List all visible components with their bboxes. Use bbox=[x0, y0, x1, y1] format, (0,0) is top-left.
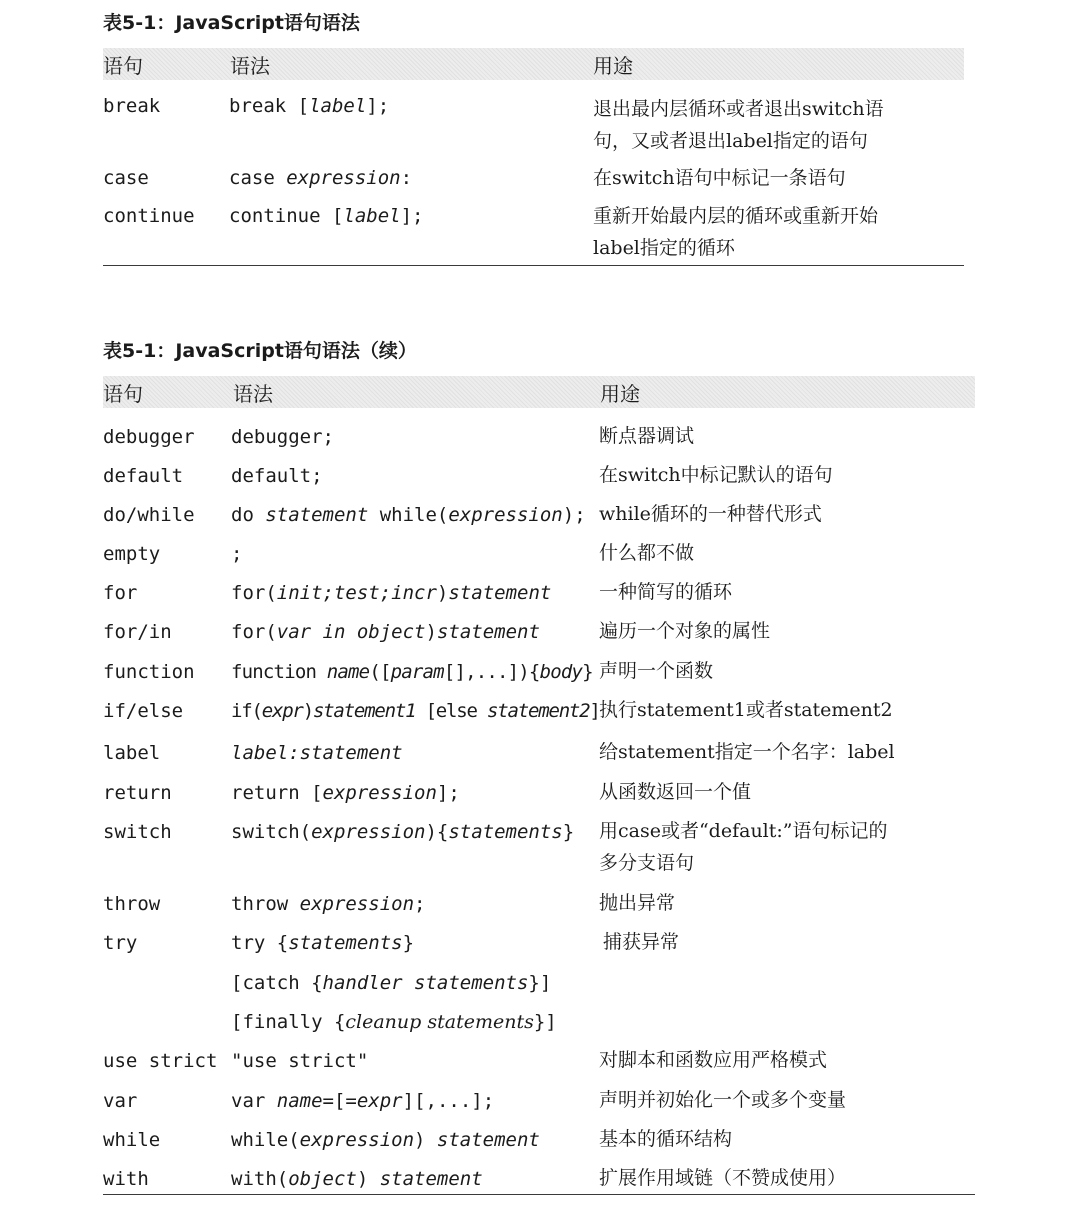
syntax-cell: default; bbox=[231, 465, 323, 487]
purpose-line: 在switch语句中标记一条语句 bbox=[593, 167, 846, 189]
table1-header-statement: 语句 bbox=[103, 54, 143, 78]
table1-caption: 表5-1：JavaScript语句语法 bbox=[103, 12, 360, 34]
syntax-cell: with(object) statement bbox=[231, 1168, 483, 1190]
purpose-line: 多分支语句 bbox=[599, 852, 695, 874]
table-row bbox=[0, 698, 1069, 728]
table-row bbox=[0, 93, 1069, 152]
table-row bbox=[0, 502, 1069, 532]
syntax-cell: debugger; bbox=[231, 426, 334, 448]
statement-cell: label bbox=[103, 742, 161, 764]
table-row bbox=[0, 1166, 1069, 1196]
syntax-cell: return [expression]; bbox=[231, 782, 460, 804]
table-row bbox=[0, 1127, 1069, 1157]
syntax-cell: case expression: bbox=[229, 167, 413, 189]
purpose-cell: 遍历一个对象的属性 bbox=[599, 620, 771, 642]
purpose-cell: 声明并初始化一个或多个变量 bbox=[599, 1089, 847, 1111]
syntax-cell: [catch {handler statements}] bbox=[231, 972, 552, 994]
statement-cell: try bbox=[103, 932, 138, 954]
syntax-cell: [finally {cleanup statements}] bbox=[231, 1011, 557, 1033]
purpose-cell: 在switch中标记默认的语句 bbox=[599, 464, 833, 486]
purpose-cell: 抛出异常 bbox=[599, 892, 676, 914]
table-row bbox=[0, 1048, 1069, 1078]
purpose-cell: 执行statement1或者statement2 bbox=[599, 699, 893, 721]
statement-cell: while bbox=[103, 1129, 161, 1151]
syntax-cell: if(expr)statement1 [else statement2] bbox=[231, 700, 600, 722]
table-row bbox=[0, 970, 1069, 1000]
statement-cell: for bbox=[103, 582, 138, 604]
purpose-cell: 声明一个函数 bbox=[599, 660, 714, 682]
table-row bbox=[0, 203, 1069, 259]
statement-cell: throw bbox=[103, 893, 161, 915]
statement-cell: switch bbox=[103, 821, 172, 843]
statement-cell: debugger bbox=[103, 426, 195, 448]
table-row bbox=[0, 740, 1069, 770]
syntax-cell: function name([param[],...]){body} bbox=[231, 661, 593, 683]
table-row bbox=[0, 580, 1069, 610]
table-row bbox=[0, 930, 1069, 960]
table2-bottom-rule bbox=[103, 1194, 975, 1195]
purpose-cell: 扩展作用域链（不赞成使用） bbox=[599, 1167, 847, 1189]
syntax-cell: break [label]; bbox=[229, 95, 390, 117]
table2-header-statement: 语句 bbox=[103, 382, 143, 406]
syntax-cell: label:statement bbox=[231, 742, 403, 764]
statement-cell: var bbox=[103, 1090, 138, 1112]
purpose-cell bbox=[593, 200, 878, 264]
purpose-cell: 给statement指定一个名字：label bbox=[599, 741, 895, 763]
table-row bbox=[0, 659, 1069, 689]
purpose-line: 句，又或者退出label指定的语句 bbox=[593, 130, 868, 152]
syntax-cell: do statement while(expression); bbox=[231, 504, 586, 526]
table-row bbox=[0, 891, 1069, 921]
syntax-cell: throw expression; bbox=[231, 893, 426, 915]
purpose-cell: 从函数返回一个值 bbox=[599, 781, 752, 803]
table-row bbox=[0, 819, 1069, 874]
table-row bbox=[0, 165, 1069, 195]
statement-cell: break bbox=[103, 95, 161, 117]
statement-cell: empty bbox=[103, 543, 161, 565]
table2-header-syntax: 语法 bbox=[233, 382, 273, 406]
table-row bbox=[0, 541, 1069, 571]
syntax-cell: while(expression) statement bbox=[231, 1129, 540, 1151]
table2-header bbox=[103, 376, 975, 408]
table-row bbox=[0, 424, 1069, 454]
purpose-line: label指定的循环 bbox=[593, 237, 735, 259]
syntax-cell: for(init;test;incr)statement bbox=[231, 582, 552, 604]
table1-header-purpose: 用途 bbox=[593, 54, 633, 78]
purpose-cell: 什么都不做 bbox=[599, 542, 695, 564]
table2-header-purpose: 用途 bbox=[600, 382, 640, 406]
statement-cell: use strict bbox=[103, 1050, 218, 1072]
syntax-cell: switch(expression){statements} bbox=[231, 821, 575, 843]
table-row bbox=[0, 1009, 1069, 1039]
statement-cell: return bbox=[103, 782, 172, 804]
syntax-cell: ; bbox=[231, 543, 243, 565]
table-row bbox=[0, 619, 1069, 649]
purpose-cell bbox=[593, 162, 846, 194]
syntax-cell: try {statements} bbox=[231, 932, 415, 954]
statement-cell: function bbox=[103, 661, 195, 683]
purpose-cell: while循环的一种替代形式 bbox=[599, 503, 822, 525]
table1-bottom-rule bbox=[103, 265, 964, 266]
purpose-cell: 捕获异常 bbox=[603, 931, 680, 953]
purpose-cell: 对脚本和函数应用严格模式 bbox=[599, 1049, 828, 1071]
syntax-cell: "use strict" bbox=[231, 1050, 369, 1072]
table1-header-syntax: 语法 bbox=[230, 54, 270, 78]
statement-cell: do/while bbox=[103, 504, 195, 526]
table2-caption: 表5-1：JavaScript语句语法（续） bbox=[103, 340, 417, 362]
purpose-cell: 基本的循环结构 bbox=[599, 1128, 733, 1150]
purpose-cell bbox=[599, 815, 888, 879]
table-row bbox=[0, 780, 1069, 810]
purpose-line: 退出最内层循环或者退出switch语 bbox=[593, 98, 884, 120]
purpose-line: 重新开始最内层的循环或重新开始 bbox=[593, 205, 879, 227]
purpose-cell bbox=[593, 93, 884, 157]
statement-cell: if/else bbox=[103, 700, 184, 722]
purpose-cell: 一种简写的循环 bbox=[599, 581, 733, 603]
statement-cell: case bbox=[103, 167, 149, 189]
syntax-cell: continue [label]; bbox=[229, 205, 424, 227]
statement-cell: with bbox=[103, 1168, 149, 1190]
statement-cell: for/in bbox=[103, 621, 172, 643]
purpose-cell: 断点器调试 bbox=[599, 425, 695, 447]
purpose-line: 用case或者“default:”语句标记的 bbox=[599, 820, 888, 842]
table-row bbox=[0, 1088, 1069, 1118]
syntax-cell: var name=[=expr][,...]; bbox=[231, 1090, 495, 1112]
statement-cell: default bbox=[103, 465, 184, 487]
table1-header bbox=[103, 48, 964, 80]
statement-cell: continue bbox=[103, 205, 195, 227]
syntax-cell: for(var in object)statement bbox=[231, 621, 540, 643]
table-row bbox=[0, 463, 1069, 493]
